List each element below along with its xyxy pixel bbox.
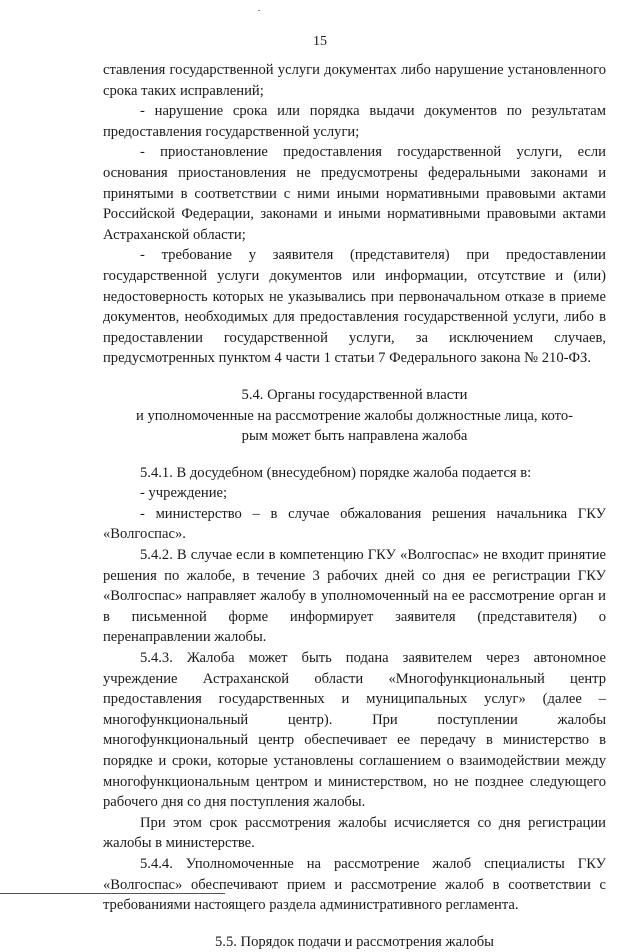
paragraph-review-period: При этом срок рассмотрения жалобы исчисляется со дня регистрации жалобы в министерстве. bbox=[103, 814, 606, 852]
list-item-suspension: - приостановление предоставления государственной услуги, если основания приостановления не предусмотрены федеральными законами и принятыми в соответствии с ними иными нормативными правовыми актами Российской Федерации, законами и иными нормативными правовыми актами Астраханской области; bbox=[103, 144, 606, 243]
paragraph-5-4-2: 5.4.2. В случае если в компетенцию ГКУ «Волгоспас» не входит принятие решения по жалобе, в течение 3 рабочих дней со дня ее регистрации ГКУ «Волгоспас» направляет жалобу в уполномоченный на ее рассмотрение орган и в письменной форме информирует заявителя (представителя) о перенаправлении жалобы. bbox=[103, 547, 606, 646]
paragraph-5-4-4: 5.4.4. Уполномоченные на рассмотрение жалоб специалисты ГКУ «Волгоспас» обеспечивают прием и рассмотрение жалоб в соответствии с требованиями настоящего раздела административного регламента. bbox=[103, 855, 606, 914]
list-item-ministry: - министерство – в случае обжалования решения начальника ГКУ «Волгоспас». bbox=[103, 505, 606, 543]
list-item-document-requirement: - требование у заявителя (представителя) при предоставлении государственной услуги документов или информации, отсутствие и (или) недостоверность которых не указывались при первоначальном отказе в приеме документов, необходимых для предоставления государственной услуги, либо в предоставлении государственной услуги, за исключением случаев, предусмотренных пунктом 4 части 1 статьи 7 Федерального закона № 210-ФЗ. bbox=[103, 247, 606, 367]
list-item-deadline-violation: - нарушение срока или порядка выдачи документов по результатам предоставления государственной услуги; bbox=[103, 103, 606, 140]
page-number: 15 bbox=[313, 34, 327, 49]
section-heading-5-4-line1: 5.4. Органы государственной власти bbox=[241, 386, 468, 403]
section-heading-5-4-line2: и уполномоченные на рассмотрение жалобы должностные лица, кото- bbox=[136, 407, 573, 424]
section-heading-5-4-line3: рым может быть направлена жалоба bbox=[241, 428, 468, 445]
paragraph-5-4-1: 5.4.1. В досудебном (внесудебном) порядке жалоба подается в: bbox=[140, 464, 532, 481]
document-body bbox=[103, 60, 606, 952]
footer-rule bbox=[0, 893, 225, 894]
scan-artifact-mark bbox=[258, 10, 260, 11]
section-heading-5-5: 5.5. Порядок подачи и рассмотрения жалобы bbox=[215, 933, 494, 950]
section-heading-5-4 bbox=[103, 385, 606, 447]
list-item-institution: - учреждение; bbox=[140, 485, 228, 502]
paragraph-5-4-3: 5.4.3. Жалоба может быть подана заявителем через автономное учреждение Астраханской области «Многофункциональный центр предоставления государственных и муниципальных услуг» (далее – многофункциональный центр). При поступлении жалобы многофункциональный центр обеспечивает ее передачу в министерство в порядке и сроки, которые установлены соглашением о взаимодействии между многофункциональным центром и министерством, но не позднее следующего рабочего дня со дня поступления жалобы. bbox=[103, 650, 606, 811]
paragraph-continuation: ставления государственной услуги документах либо нарушение установленного срока таких исправлений; bbox=[103, 62, 606, 99]
